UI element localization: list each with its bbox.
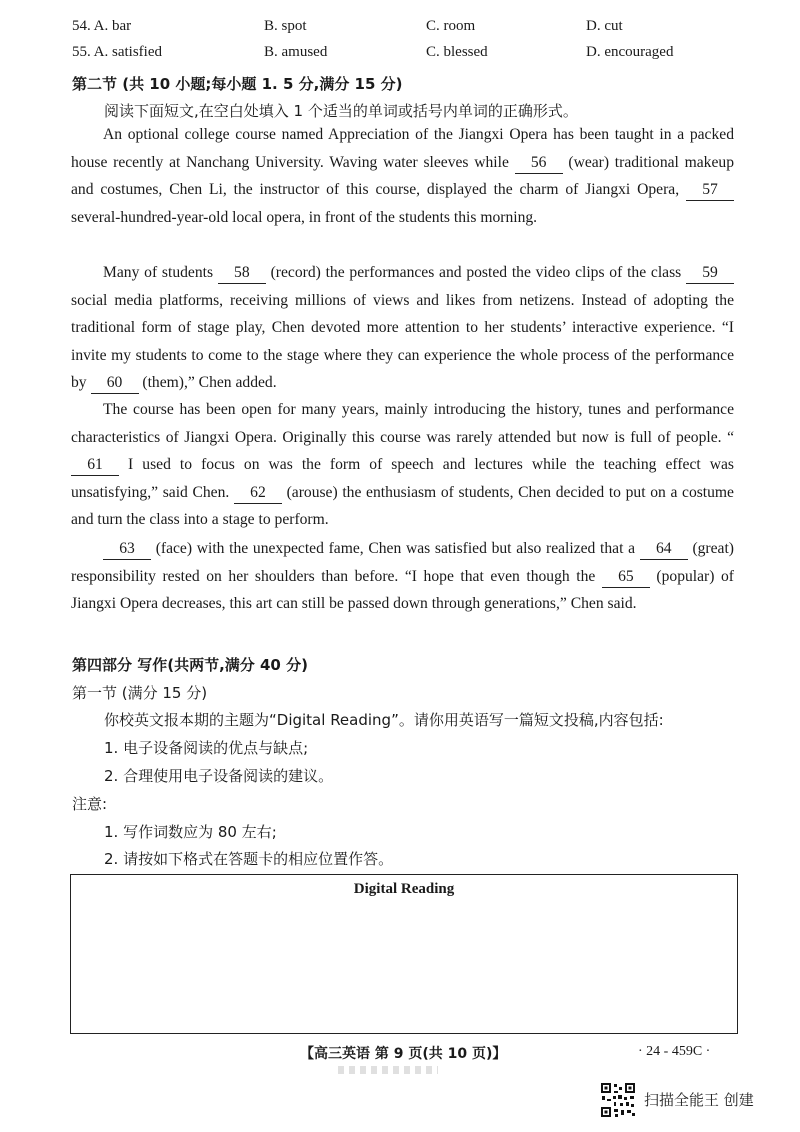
notice-item-1: 1. 写作词数应为 80 左右; <box>104 823 277 841</box>
option-54-d: D. cut <box>586 18 623 34</box>
print-smudge <box>338 1066 438 1074</box>
writing-point-1: 1. 电子设备阅读的优点与缺点; <box>104 739 309 757</box>
blank-59: 59 <box>686 263 734 284</box>
option-55-c: C. blessed <box>426 44 488 60</box>
options-row-55 <box>72 44 772 68</box>
writing-point-2: 2. 合理使用电子设备阅读的建议。 <box>104 767 334 785</box>
answer-box-title: Digital Reading <box>353 881 455 897</box>
option-54-b: B. spot <box>264 18 307 34</box>
option-55-a: 55. A. satisfied <box>72 44 162 60</box>
page-footer-code: · 24 - 459C · <box>638 1044 711 1059</box>
part4-heading: 第四部分 写作(共两节,满分 40 分) <box>72 656 308 674</box>
part4-section1-heading: 第一节 (满分 15 分) <box>72 684 208 702</box>
blank-63: 63 <box>103 539 151 560</box>
notice-label: 注意: <box>72 795 108 813</box>
answer-box <box>70 874 738 1034</box>
blank-64: 64 <box>640 539 688 560</box>
option-54-a: 54. A. bar <box>72 18 132 34</box>
options-row-54 <box>72 18 772 42</box>
writing-prompt: 你校英文报本期的主题为“Digital Reading”。请你用英语写一篇短文投稿,内容包括: <box>104 711 664 729</box>
blank-60: 60 <box>91 373 139 394</box>
option-54-c: C. room <box>426 18 476 34</box>
section2-heading: 第二节 (共 10 小题;每小题 1. 5 分,满分 15 分) <box>72 75 403 93</box>
notice-item-2: 2. 请按如下格式在答题卡的相应位置作答。 <box>104 850 394 868</box>
scanner-watermark: 扫描全能王 创建 <box>644 1091 754 1109</box>
section2-instruction: 阅读下面短文,在空白处填入 1 个适当的单词或括号内单词的正确形式。 <box>104 102 578 120</box>
passage-paragraph-2: Many of students 58 (record) the performances and posted the video clips of the class 59 social media platforms, receiving millions of views and likes from netizens. Instead of adopting the traditional form of stage play, Chen devoted more attention to her students’ interactive experience. “I invite my students to come to the stage where they can experience the whole process of the performance by 60 (them),” Chen added. <box>71 259 734 397</box>
blank-61: 61 <box>71 455 119 476</box>
blank-58: 58 <box>218 263 266 284</box>
passage-paragraph-4: 63 (face) with the unexpected fame, Chen was satisfied but also realized that a 64 (great) responsibility rested on her shoulders than before. “I hope that even though the 65 (popular) of Jiangxi Opera decreases, this art can still be passed down through generations,” Chen said. <box>71 540 734 613</box>
blank-62: 62 <box>234 483 282 504</box>
passage-paragraph-3: The course has been open for many years, mainly introducing the history, tunes and performance characteristics of Jiangxi Opera. Originally this course was rarely attended but now is full of people. “61 I used to focus on was the form of speech and lectures while the teaching effect was unsatisfying,” said Chen. 62 (arouse) the enthusiasm of students, Chen decided to put on a costume and turn the class into a stage to perform. <box>71 401 734 529</box>
option-55-b: B. amused <box>264 44 328 60</box>
blank-56: 56 <box>515 153 563 174</box>
qr-code-icon <box>600 1082 636 1118</box>
blank-65: 65 <box>602 567 650 588</box>
option-55-d: D. encouraged <box>586 44 674 60</box>
blank-57: 57 <box>686 180 734 201</box>
page-footer-label: 【高三英语 第 9 页(共 10 页)】 <box>300 1046 507 1062</box>
passage-paragraph-1: An optional college course named Appreciation of the Jiangxi Opera has been taught in a packed house recently at Nanchang University. Waving water sleeves while 56 (wear) traditional makeup and costumes, Chen Li, the instructor of this course, displayed the charm of Jiangxi Opera, 57 several-hundred-year-old local opera, in front of the students this morning. <box>71 126 734 226</box>
